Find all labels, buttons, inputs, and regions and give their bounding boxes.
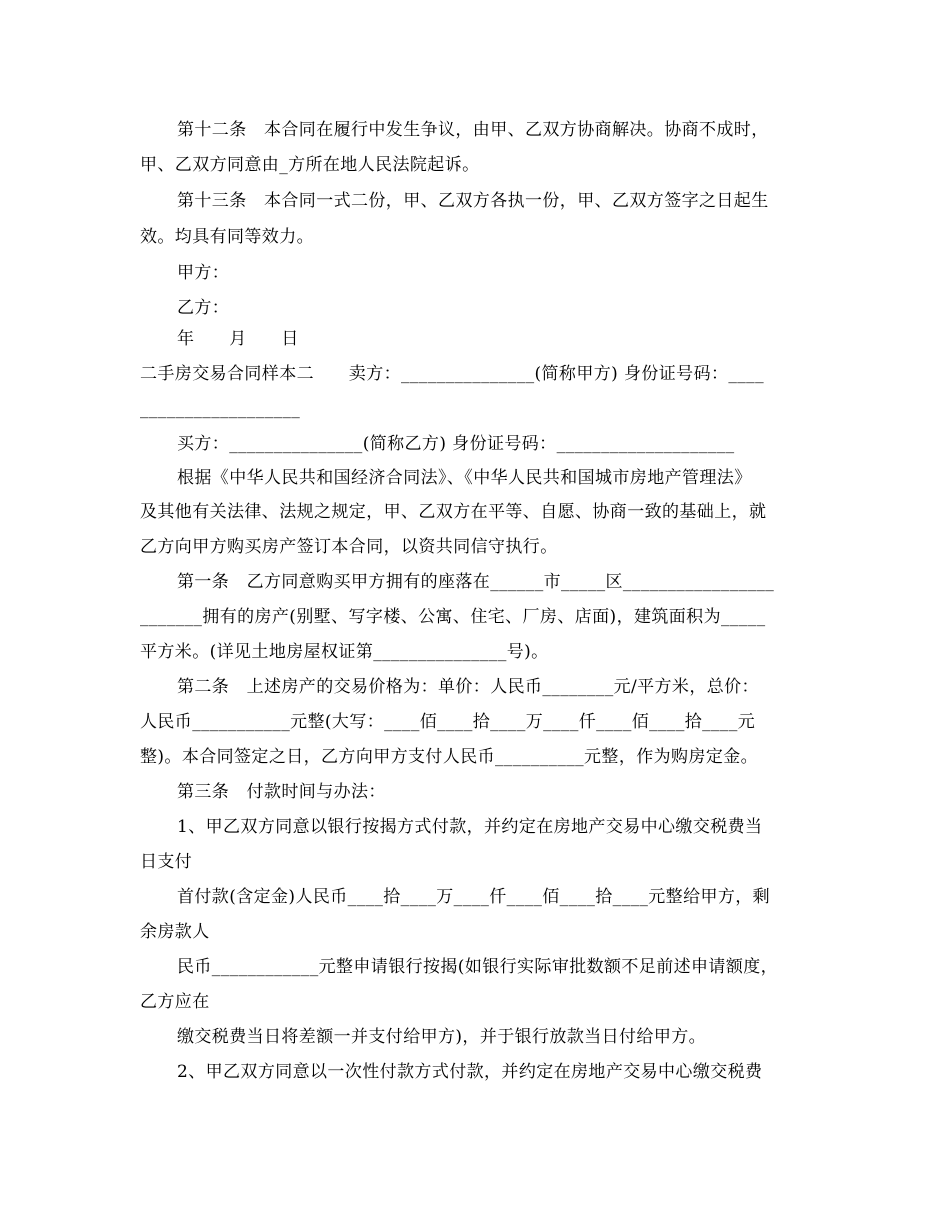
paragraph-line: 第十三条 本合同一式二份，甲、乙双方各执一份，甲、乙双方签字之日起生 [177, 191, 769, 211]
paragraph-line: 第二条 上述房产的交易价格为：单价：人民币________元/平方米，总价： [177, 677, 759, 697]
paragraph-line: 首付款(含定金)人民币____拾____万____仟____佰____拾____元整给甲方，剩 [177, 887, 771, 907]
paragraph-line: 余房款人 [140, 922, 210, 942]
paragraph-line: 平方米。(详见土地房屋权证第_______________号)。 [140, 642, 549, 662]
party-b-label: 乙方： [177, 298, 230, 318]
paragraph-line: 二手房交易合同样本二 卖方：_______________(简称甲方) 身份证号码：____ [140, 364, 764, 384]
paragraph-line: _______拥有的房产(别墅、写字楼、公寓、住宅、厂房、店面)，建筑面积为_____ [140, 607, 766, 627]
paragraph-line: 1、甲乙双方同意以银行按揭方式付款，并约定在房地产交易中心缴交税费当 [177, 817, 763, 837]
paragraph-line: 第十二条 本合同在履行中发生争议，由甲、乙双方协商解决。协商不成时， [177, 120, 769, 140]
paragraph-line: 第一条 乙方同意购买甲方拥有的座落在______市_____区_________________ [177, 572, 775, 592]
paragraph-line: 缴交税费当日将差额一并支付给甲方)，并于银行放款当日付给甲方。 [177, 1027, 707, 1047]
paragraph-line: 买方：_______________(简称乙方) 身份证号码：____________________ [177, 434, 735, 454]
paragraph-line: 甲、乙双方同意由_方所在地人民法院起诉。 [140, 155, 480, 175]
paragraph-line: 效。均具有同等效力。 [140, 227, 314, 247]
paragraph-line: 乙方向甲方购买房产签订本合同，以资共同信守执行。 [140, 537, 558, 557]
paragraph-line: 2、甲乙双方同意以一次性付款方式付款，并约定在房地产交易中心缴交税费 [177, 1062, 763, 1082]
paragraph-line: 第三条 付款时间与办法： [177, 782, 386, 802]
paragraph-line: 及其他有关法律、法规之规定，甲、乙双方在平等、自愿、协商一致的基础上，就 [140, 502, 767, 522]
paragraph-line: 人民币___________元整(大写：____佰____拾____万____仟____佰____拾____元 [140, 712, 756, 732]
paragraph-line: 日支付 [140, 852, 193, 872]
paragraph-line: 根据《中华人民共和国经济合同法》、《中华人民共和国城市房地产管理法》 [177, 468, 752, 488]
paragraph-line: __________________ [140, 399, 301, 419]
paragraph-line: 民币____________元整申请银行按揭(如银行实际审批数额不足前述申请额度， [177, 957, 779, 977]
party-a-label: 甲方： [177, 263, 230, 283]
paragraph-line: 乙方应在 [140, 992, 210, 1012]
paragraph-line: 整)。本合同签定之日，乙方向甲方支付人民币__________元整，作为购房定金。 [140, 747, 759, 767]
date-line: 年 月 日 [177, 329, 299, 349]
